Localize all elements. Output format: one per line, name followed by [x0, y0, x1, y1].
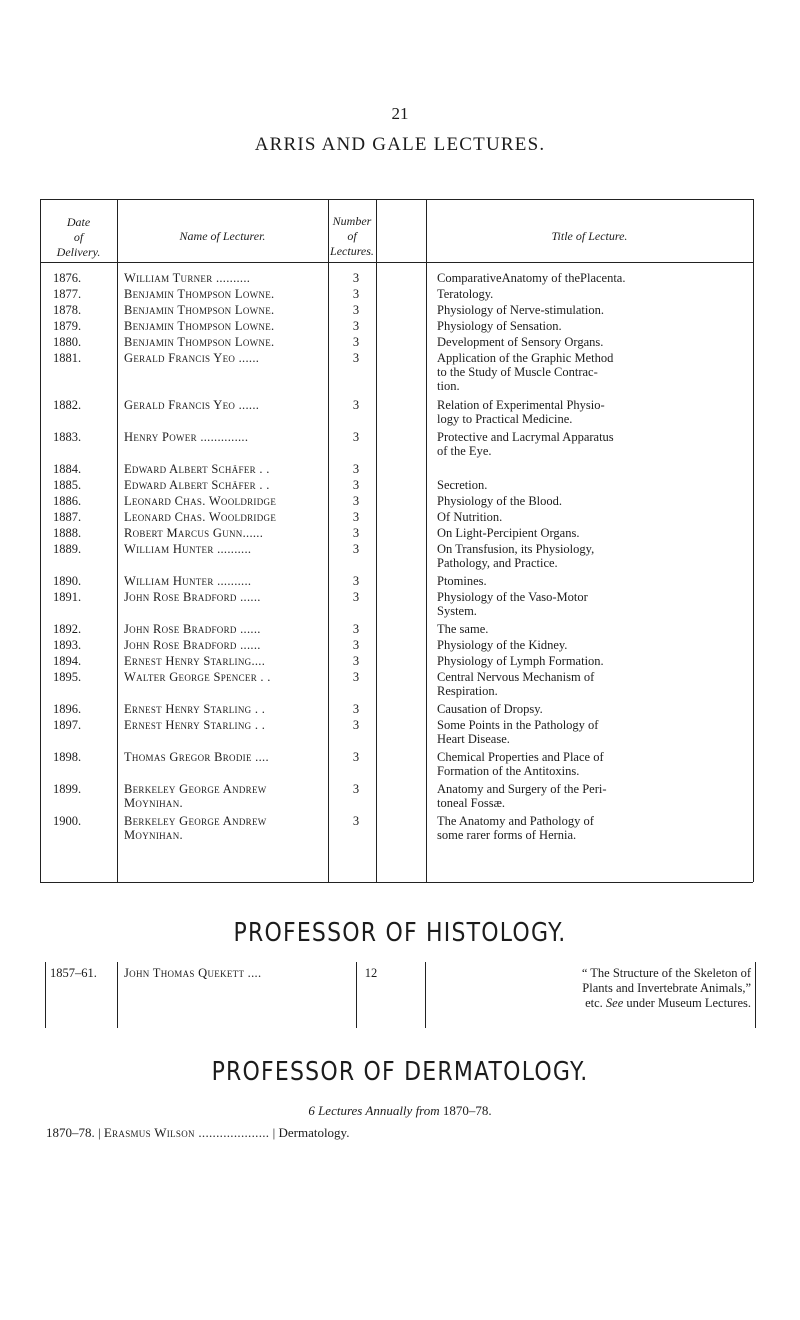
row-lecturer: Berkeley George Andrew Moynihan.: [124, 782, 267, 810]
histology-left-border: [45, 962, 46, 1028]
histology-divider: [425, 962, 426, 1028]
row-date: 1877.: [53, 287, 82, 301]
histology-see-rest: under Museum Lectures.: [623, 996, 751, 1010]
histology-heading: PROFESSOR OF HISTOLOGY.: [233, 918, 567, 949]
page-title: ARRIS AND GALE LECTURES.: [254, 134, 546, 155]
row-title: Some Points in the Pathology of Heart Disease.: [437, 718, 599, 746]
histology-title: [433, 966, 751, 1011]
row-date: 1895.: [53, 670, 82, 684]
row-title: Anatomy and Surgery of the Peri- toneal Fossæ.: [437, 782, 607, 810]
dermatology-date: 1870–78.: [46, 1125, 95, 1140]
row-lecturer: John Rose Bradford ......: [124, 590, 261, 604]
row-number: 3: [352, 398, 360, 412]
row-title: Causation of Dropsy.: [437, 702, 543, 716]
row-title: Physiology of the Vaso-Motor System.: [437, 590, 588, 618]
row-date: 1892.: [53, 622, 82, 636]
row-number: 3: [352, 638, 360, 652]
row-title: The same.: [437, 622, 489, 636]
row-number: 3: [352, 590, 360, 604]
histology-number: 12: [364, 966, 378, 980]
row-title: Physiology of Lymph Formation.: [437, 654, 604, 668]
table-left-border: [40, 199, 41, 882]
row-number: 3: [352, 574, 360, 588]
row-number: 3: [352, 654, 360, 668]
row-lecturer: Leonard Chas. Wooldridge: [124, 494, 277, 508]
row-date: 1898.: [53, 750, 82, 764]
table-top-rule: [40, 199, 753, 200]
row-date: 1876.: [53, 271, 82, 285]
row-number: 3: [352, 702, 360, 716]
row-date: 1879.: [53, 319, 82, 333]
row-date: 1899.: [53, 782, 82, 796]
row-lecturer: William Turner ..........: [124, 271, 251, 285]
row-date: 1880.: [53, 335, 82, 349]
histology-lecturer: John Thomas Quekett ....: [124, 966, 262, 980]
row-title: Ptomines.: [437, 574, 487, 588]
histology-see: See: [605, 996, 624, 1010]
row-lecturer: Walter George Spencer . .: [124, 670, 271, 684]
table-bottom-rule: [40, 882, 753, 883]
row-title: Physiology of the Kidney.: [437, 638, 568, 652]
row-number: 3: [352, 430, 360, 444]
header-number-line: Number: [332, 214, 372, 228]
row-title: ComparativeAnatomy of thePlacenta.: [437, 271, 626, 285]
row-number: 3: [352, 494, 360, 508]
table-right-border: [753, 199, 754, 882]
header-title: Title of Lecture.: [551, 229, 628, 243]
row-date: 1884.: [53, 462, 82, 476]
row-title: Secretion.: [437, 478, 488, 492]
row-number: 3: [352, 526, 360, 540]
row-number: 3: [352, 287, 360, 301]
row-number: 3: [352, 814, 360, 828]
row-date: 1885.: [53, 478, 82, 492]
row-title: On Light-Percipient Organs.: [437, 526, 580, 540]
dermatology-title: Dermatology.: [278, 1125, 350, 1140]
row-number: 3: [352, 335, 360, 349]
row-date: 1886.: [53, 494, 82, 508]
header-date-line: of: [73, 230, 84, 244]
row-number: 3: [352, 303, 360, 317]
row-number: 3: [352, 351, 360, 365]
row-lecturer: Thomas Gregor Brodie ....: [124, 750, 269, 764]
row-number: 3: [352, 670, 360, 684]
row-date: 1883.: [53, 430, 82, 444]
row-date: 1891.: [53, 590, 82, 604]
row-title: Protective and Lacrymal Apparatus of the Eye.: [437, 430, 614, 458]
dermatology-subtitle: [0, 1104, 800, 1118]
row-date: 1887.: [53, 510, 82, 524]
row-number: 3: [352, 718, 360, 732]
row-lecturer: Gerald Francis Yeo ......: [124, 351, 260, 365]
row-number: 3: [352, 462, 360, 476]
cell-separator: |: [98, 1125, 104, 1140]
dermatology-subtitle-years: 1870–78.: [439, 1103, 492, 1118]
row-date: 1900.: [53, 814, 82, 828]
cell-separator: |: [272, 1125, 279, 1140]
row-lecturer: Ernest Henry Starling . .: [124, 702, 266, 716]
row-date: 1878.: [53, 303, 82, 317]
header-number: [328, 214, 376, 259]
row-title: On Transfusion, its Physiology, Pathology, and Practice.: [437, 542, 595, 570]
row-date: 1888.: [53, 526, 82, 540]
row-title: The Anatomy and Pathology of some rarer forms of Hernia.: [437, 814, 594, 842]
row-title: Application of the Graphic Method to the Study of Muscle Contrac- tion.: [437, 351, 614, 393]
row-lecturer: John Rose Bradford ......: [124, 622, 261, 636]
column-divider: [328, 199, 329, 882]
dermatology-row: [46, 1126, 349, 1140]
row-number: 3: [352, 542, 360, 556]
row-date: 1890.: [53, 574, 82, 588]
row-lecturer: Benjamin Thompson Lowne.: [124, 287, 275, 301]
row-lecturer: Ernest Henry Starling....: [124, 654, 266, 668]
histology-date: 1857–61.: [50, 966, 97, 980]
row-date: 1882.: [53, 398, 82, 412]
histology-right-border: [755, 962, 756, 1028]
column-divider: [117, 199, 118, 882]
row-title: Relation of Experimental Physio- logy to Practical Medicine.: [437, 398, 605, 426]
header-date: [40, 215, 117, 260]
row-title: Physiology of Sensation.: [437, 319, 562, 333]
header-number-line: Lectures.: [330, 244, 374, 258]
header-date-line: Date: [66, 215, 91, 229]
row-lecturer: Gerald Francis Yeo ......: [124, 398, 260, 412]
row-date: 1881.: [53, 351, 82, 365]
row-date: 1894.: [53, 654, 82, 668]
row-date: 1889.: [53, 542, 82, 556]
row-title: Physiology of the Blood.: [437, 494, 563, 508]
page-number: 21: [391, 104, 409, 123]
row-lecturer: Berkeley George Andrew Moynihan.: [124, 814, 267, 842]
row-lecturer: Leonard Chas. Wooldridge: [124, 510, 277, 524]
row-lecturer: Edward Albert Schäfer . .: [124, 478, 270, 492]
table-header-rule: [40, 262, 753, 263]
row-number: 3: [352, 478, 360, 492]
row-title: Chemical Properties and Place of Formation of the Antitoxins.: [437, 750, 604, 778]
column-divider: [376, 199, 377, 882]
row-lecturer: William Hunter ..........: [124, 574, 252, 588]
histology-divider: [117, 962, 118, 1028]
header-number-line: of: [347, 229, 357, 243]
row-number: 3: [352, 271, 360, 285]
row-lecturer: John Rose Bradford ......: [124, 638, 261, 652]
row-number: 3: [352, 510, 360, 524]
row-lecturer: Benjamin Thompson Lowne.: [124, 319, 275, 333]
row-number: 3: [352, 782, 360, 796]
row-title: Of Nutrition.: [437, 510, 503, 524]
row-lecturer: Benjamin Thompson Lowne.: [124, 335, 275, 349]
row-title: Physiology of Nerve-stimulation.: [437, 303, 604, 317]
row-date: 1896.: [53, 702, 82, 716]
row-date: 1897.: [53, 718, 82, 732]
row-lecturer: Benjamin Thompson Lowne.: [124, 303, 275, 317]
dermatology-heading: PROFESSOR OF DERMATOLOGY.: [211, 1057, 589, 1088]
column-divider: [426, 199, 427, 882]
row-title: Teratology.: [437, 287, 494, 301]
row-lecturer: Henry Power ..............: [124, 430, 249, 444]
dermatology-subtitle-italic: 6 Lectures Annually from: [308, 1103, 440, 1118]
histology-title-text: “ The Structure of the Skeleton of Plants and Invertebrate Animals,” etc.: [581, 966, 751, 1010]
row-lecturer: Robert Marcus Gunn......: [124, 526, 264, 540]
dermatology-lecturer: Erasmus Wilson ....................: [103, 1125, 270, 1140]
row-lecturer: William Hunter ..........: [124, 542, 252, 556]
header-name: Name of Lecturer.: [179, 229, 266, 243]
row-number: 3: [352, 750, 360, 764]
header-date-line: Delivery.: [56, 245, 101, 259]
row-title: Development of Sensory Organs.: [437, 335, 604, 349]
row-lecturer: Edward Albert Schäfer . .: [124, 462, 270, 476]
row-number: 3: [352, 622, 360, 636]
row-date: 1893.: [53, 638, 82, 652]
row-title: Central Nervous Mechanism of Respiration.: [437, 670, 595, 698]
row-lecturer: Ernest Henry Starling . .: [124, 718, 266, 732]
row-number: 3: [352, 319, 360, 333]
